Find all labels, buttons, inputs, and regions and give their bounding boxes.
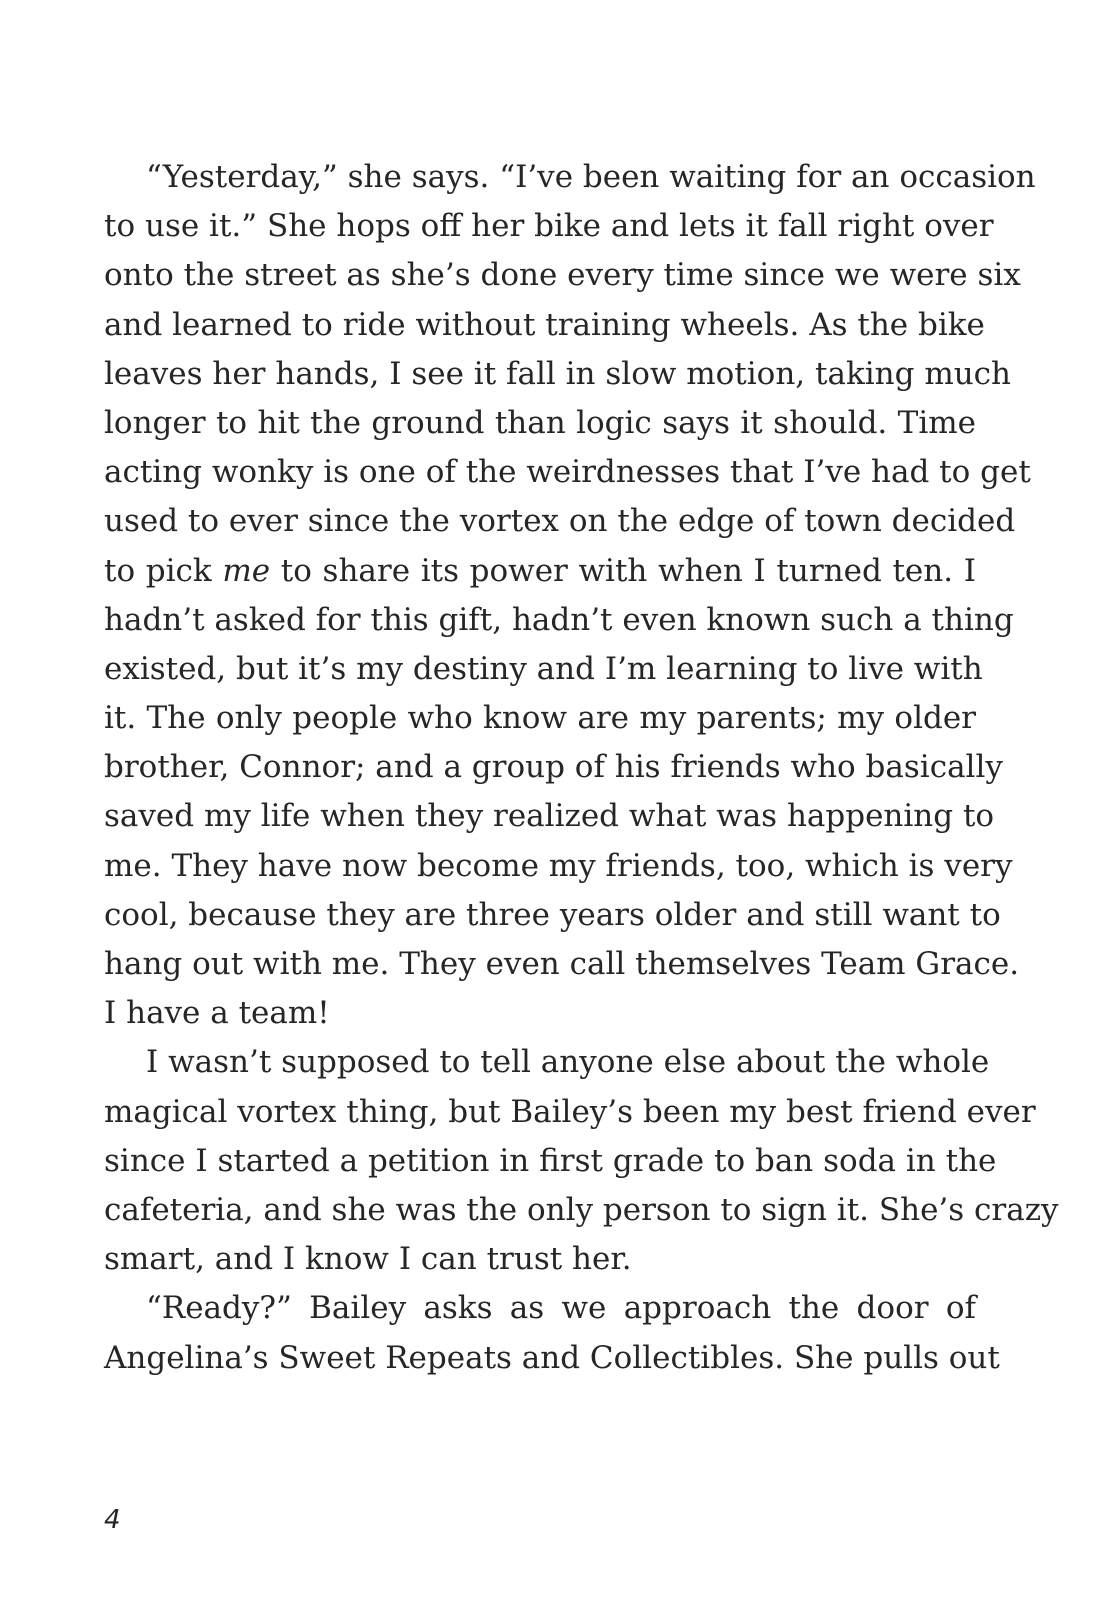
text-line: saved my life when they realized what was happening to: [104, 798, 995, 835]
text-line: longer to hit the ground than logic says it should. Time: [104, 404, 976, 441]
text-line: acting wonky is one of the weirdnesses that I’ve had to get: [104, 454, 1031, 491]
text-line: leaves her hands, I see it fall in slow motion, taking much: [104, 355, 1012, 392]
text-line: since I started a petition in first grade to ban soda in the: [104, 1142, 997, 1179]
text-line: smart, and I know I can trust her.: [104, 1241, 632, 1278]
text-line: hadn’t asked for this gift, hadn’t even known such a thing: [104, 601, 1014, 638]
text-fragment: to pick: [104, 552, 223, 589]
emphasized-word: me: [222, 552, 271, 589]
text-line: and learned to ride without training wheels. As the bike: [104, 306, 985, 343]
text-line: I wasn’t supposed to tell anyone else about the whole: [146, 1044, 990, 1081]
text-line-with-emphasis: [104, 547, 976, 596]
text-line: magical vortex thing, but Bailey’s been my best friend ever: [104, 1093, 1036, 1130]
text-line: it. The only people who know are my parents; my older: [104, 700, 976, 737]
text-fragment: to share its power with when I turned ten. I: [270, 552, 976, 589]
text-line: used to ever since the vortex on the edge of town decided: [104, 503, 1016, 540]
text-line: existed, but it’s my destiny and I’m learning to live with: [104, 650, 983, 687]
text-line: “Ready?” Bailey asks as we approach the door of: [146, 1290, 976, 1327]
text-line: I have a team!: [104, 995, 330, 1032]
text-line: Angelina’s Sweet Repeats and Collectibles. She pulls out: [104, 1339, 1000, 1376]
text-line: cool, because they are three years older and still want to: [104, 896, 1001, 933]
text-line: cafeteria, and she was the only person to sign it. She’s crazy: [104, 1191, 1059, 1228]
page-number: 4: [104, 1505, 121, 1535]
text-line: onto the street as she’s done every time since we were six: [104, 257, 1021, 294]
body-text: [104, 153, 1059, 1383]
text-line: “Yesterday,” she says. “I’ve been waiting for an occasion: [146, 159, 1036, 195]
text-line: me. They have now become my friends, too, which is very: [104, 847, 1013, 884]
text-line: hang out with me. They even call themselves Team Grace.: [104, 946, 1020, 982]
text-line: to use it.” She hops off her bike and lets it fall right over: [104, 208, 994, 245]
text-line: brother, Connor; and a group of his friends who basically: [104, 749, 1003, 786]
